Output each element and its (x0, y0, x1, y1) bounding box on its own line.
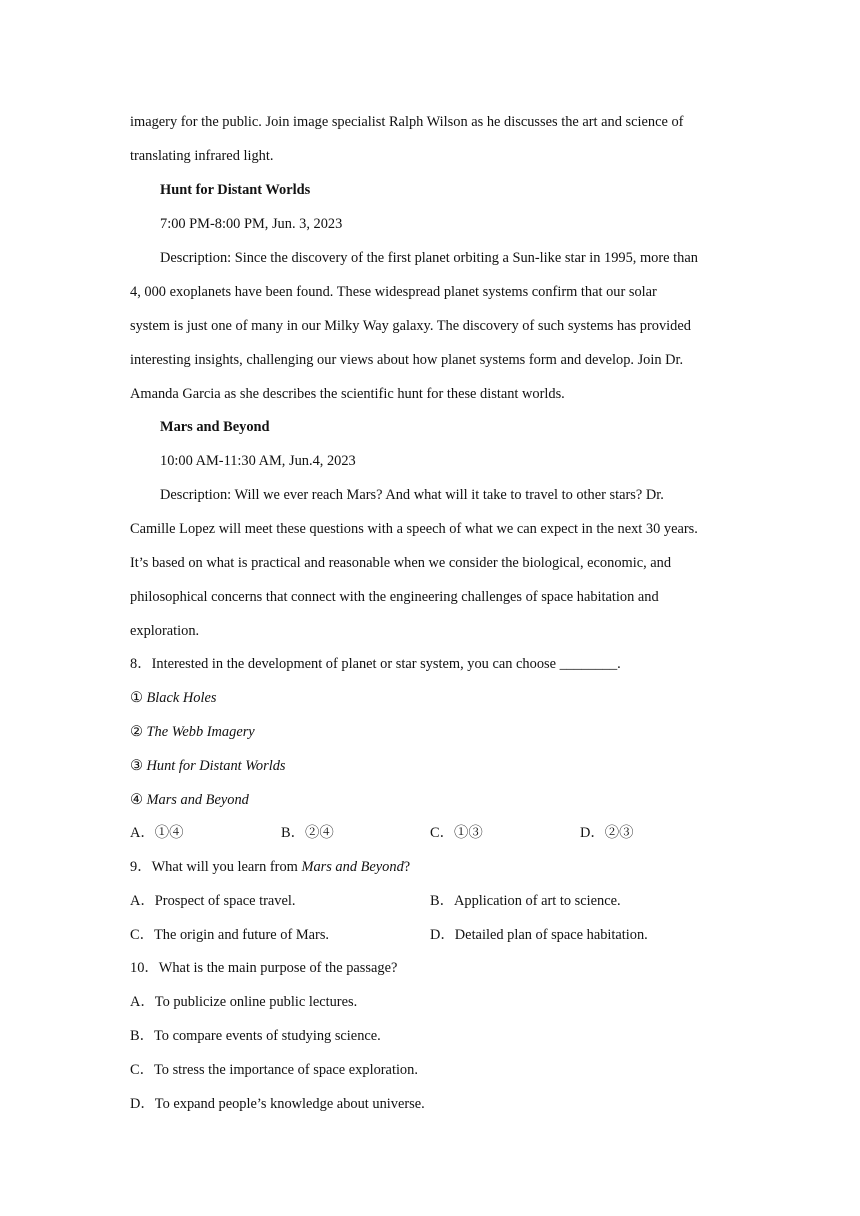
lecture-title: Hunt for Distant Worlds (160, 182, 311, 198)
question-9-option-c[interactable]: C．The origin and future of Mars. (130, 927, 330, 943)
lecture-description-line: Description: Since the discovery of the first planet orbiting a Sun-like star in 1995, more than (160, 250, 698, 266)
question-8-option-b[interactable]: B．②④ (281, 825, 334, 841)
question-9-option-d[interactable]: D．Detailed plan of space habitation. (430, 927, 648, 943)
question-8-item: ② The Webb Imagery (130, 724, 255, 740)
question-10-option-d[interactable]: D．To expand people’s knowledge about universe. (130, 1096, 425, 1112)
lecture-description-line: Amanda Garcia as she describes the scientific hunt for these distant worlds. (130, 386, 565, 402)
intro-line: imagery for the public. Join image specialist Ralph Wilson as he discusses the art and science of (130, 114, 684, 130)
lecture-description-line: It’s based on what is practical and reasonable when we consider the biological, economic, and (130, 555, 672, 571)
question-9-option-b[interactable]: B．Application of art to science. (430, 893, 621, 909)
lecture-description-line: 4, 000 exoplanets have been found. These widespread planet systems confirm that our solar (130, 284, 657, 300)
question-8-item: ① Black Holes (130, 690, 217, 706)
question-8-option-c[interactable]: C．①③ (430, 825, 483, 841)
lecture-description-line: philosophical concerns that connect with the engineering challenges of space habitation and (130, 589, 659, 605)
question-8-item: ③ Hunt for Distant Worlds (130, 758, 286, 774)
question-8-stem: 8．Interested in the development of planet or star system, you can choose ________. (130, 656, 621, 672)
lecture-description-line: Description: Will we ever reach Mars? And what will it take to travel to other stars? Dr. (160, 487, 664, 503)
lecture-title: Mars and Beyond (160, 419, 270, 435)
lecture-description-line: interesting insights, challenging our views about how planet systems form and develop. Join Dr. (130, 352, 684, 368)
question-10-option-c[interactable]: C．To stress the importance of space exploration. (130, 1062, 418, 1078)
question-10-stem: 10．What is the main purpose of the passage? (130, 960, 398, 976)
lecture-description-line: Camille Lopez will meet these questions with a speech of what we can expect in the next 30 years. (130, 521, 698, 537)
lecture-description-line: system is just one of many in our Milky Way galaxy. The discovery of such systems has provided (130, 318, 691, 334)
question-9-stem: 9．What will you learn from Mars and Beyond? (130, 859, 411, 875)
intro-line: translating infrared light. (130, 148, 274, 164)
question-8-item: ④ Mars and Beyond (130, 792, 249, 808)
lecture-description-line: exploration. (130, 623, 200, 639)
question-9-option-a[interactable]: A．Prospect of space travel. (130, 893, 296, 909)
question-8-option-d[interactable]: D．②③ (580, 825, 634, 841)
question-10-option-b[interactable]: B．To compare events of studying science. (130, 1028, 381, 1044)
lecture-time: 7:00 PM-8:00 PM, Jun. 3, 2023 (160, 216, 343, 232)
question-10-option-a[interactable]: A．To publicize online public lectures. (130, 994, 358, 1010)
lecture-time: 10:00 AM-11:30 AM, Jun.4, 2023 (160, 453, 356, 469)
question-8-option-a[interactable]: A．①④ (130, 825, 184, 841)
